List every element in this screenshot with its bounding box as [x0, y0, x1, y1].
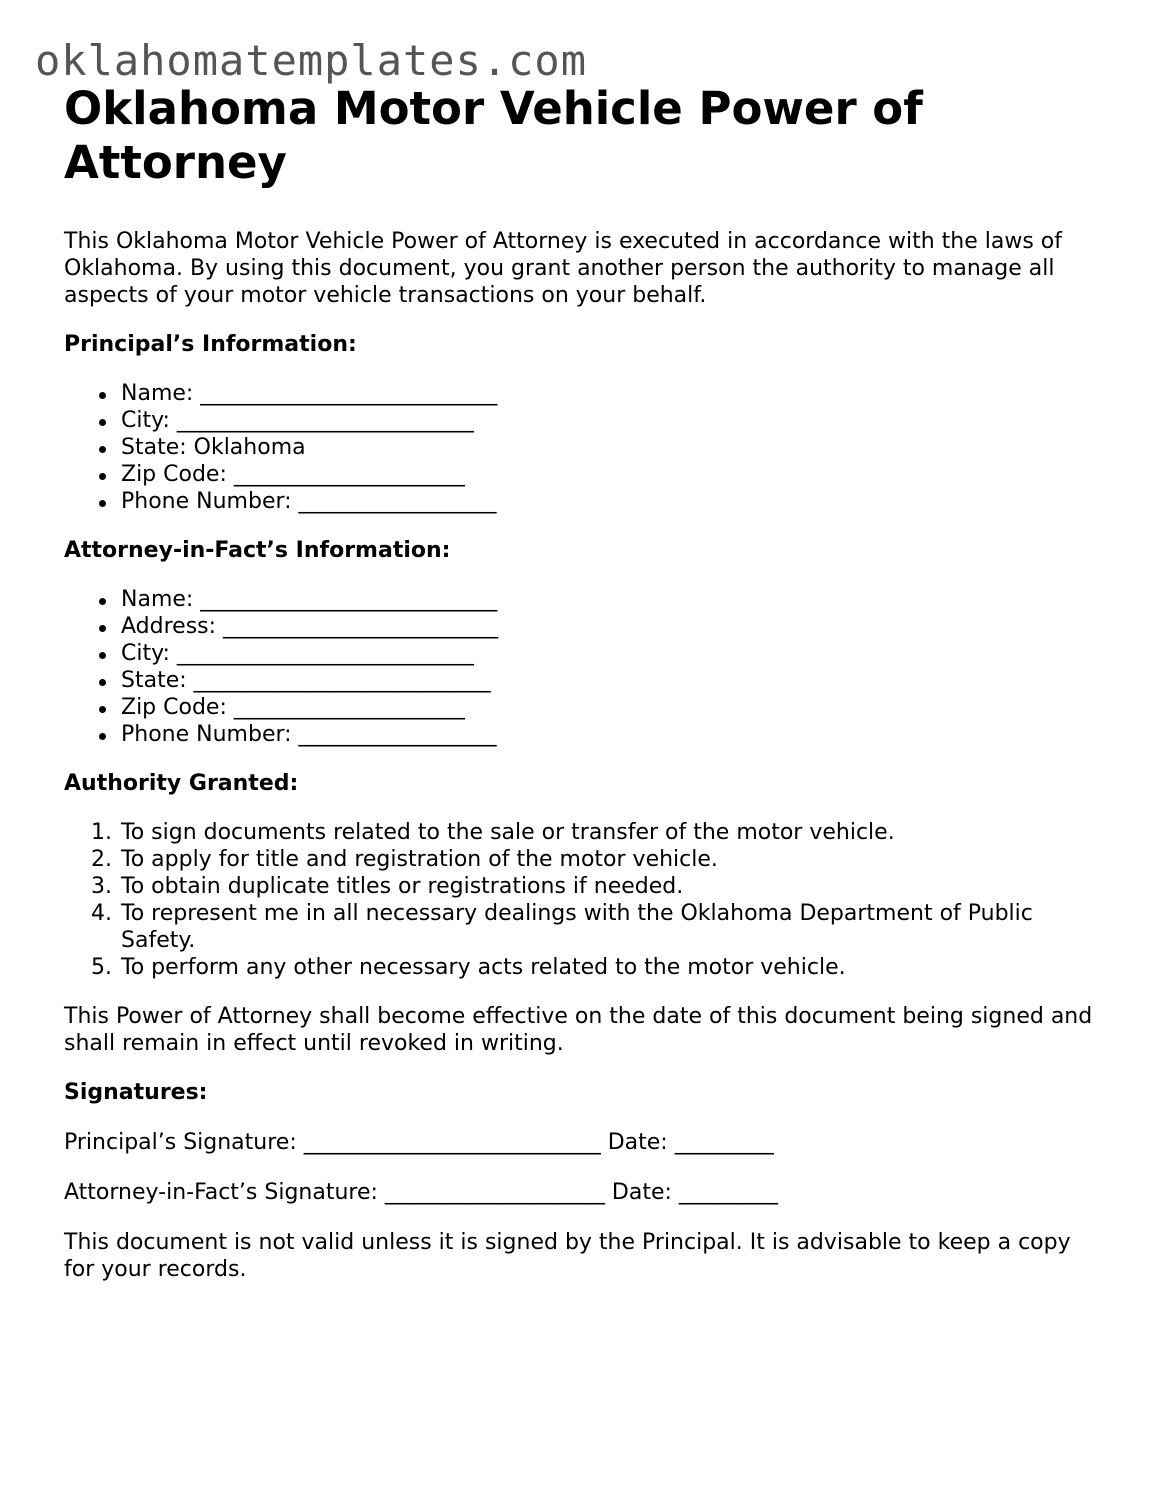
principal-fields [64, 380, 1104, 515]
principal-state-field: State: Oklahoma [64, 434, 1104, 461]
attorney-address-field: Address: _________________________ [64, 613, 1104, 640]
attorney-phone-field: Phone Number: __________________ [64, 721, 1104, 748]
authority-item [64, 900, 1104, 954]
principal-phone-field: Phone Number: __________________ [64, 488, 1104, 515]
authority-item [64, 846, 1104, 873]
intro-paragraph: This Oklahoma Motor Vehicle Power of Attorney is executed in accordance with the laws of Oklahoma. By using this document, you grant another person the authority to manage all aspects of your motor vehicle transactions on your behalf. [64, 229, 1062, 308]
authority-item-text: To perform any other necessary acts related to the motor vehicle. [121, 955, 846, 980]
authority-item-text: To sign documents related to the sale or transfer of the motor vehicle. [121, 820, 895, 845]
authority-item-text: To obtain duplicate titles or registrations if needed. [121, 874, 684, 899]
effective-paragraph: This Power of Attorney shall become effective on the date of this document being signed and shall remain in effect until revoked in writing. [64, 1004, 1093, 1056]
authority-item [64, 873, 1104, 900]
authority-item-text: To represent me in all necessary dealings with the Oklahoma Department of Public Safety. [121, 901, 1033, 953]
principal-zip-field: Zip Code: _____________________ [64, 461, 1104, 488]
watermark: oklahomatemplates.com [35, 36, 588, 85]
principal-name-field: Name: ___________________________ [64, 380, 1104, 407]
document-title: Oklahoma Motor Vehicle Power of Attorney [64, 82, 923, 189]
principal-heading: Principal’s Information: [64, 332, 357, 357]
authority-item-number: 2. [91, 847, 112, 872]
authority-item-number: 1. [91, 820, 112, 845]
authority-item-number: 5. [91, 955, 112, 980]
authority-item-number: 4. [91, 901, 112, 926]
attorney-zip-field: Zip Code: _____________________ [64, 694, 1104, 721]
document [64, 82, 1104, 1283]
attorney-city-field: City: ___________________________ [64, 640, 1104, 667]
principal-signature-line: Principal’s Signature: ___________________________ Date: _________ [64, 1130, 774, 1155]
authority-item [64, 954, 1104, 981]
authority-item-text: To apply for title and registration of the motor vehicle. [121, 847, 718, 872]
principal-city-field: City: ___________________________ [64, 407, 1104, 434]
authority-heading: Authority Granted: [64, 771, 299, 796]
authority-list [64, 819, 1104, 981]
signatures-heading: Signatures: [64, 1080, 208, 1105]
authority-item [64, 819, 1104, 846]
attorney-signature-line: Attorney-in-Fact’s Signature: ____________________ Date: _________ [64, 1180, 778, 1205]
attorney-fields [64, 586, 1104, 748]
authority-item-number: 3. [91, 874, 112, 899]
attorney-name-field: Name: ___________________________ [64, 586, 1104, 613]
attorney-heading: Attorney-in-Fact’s Information: [64, 538, 451, 563]
closing-paragraph: This document is not valid unless it is signed by the Principal. It is advisable to keep a copy for your records. [64, 1230, 1071, 1282]
attorney-state-field: State: ___________________________ [64, 667, 1104, 694]
